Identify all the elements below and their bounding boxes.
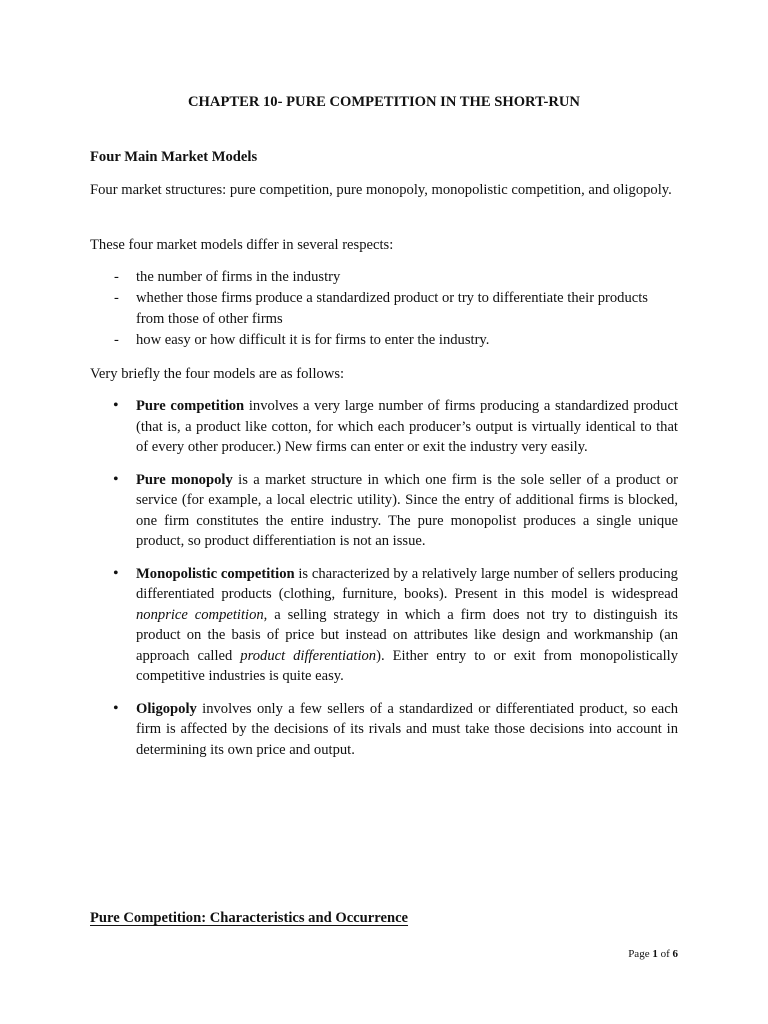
term-pure-competition: Pure competition [136,398,245,414]
paragraph-market-structures: Four market structures: pure competition, pure monopoly, monopolistic competition, and oligopoly. [90,182,672,198]
dash-list-item [90,267,678,288]
page-current-number: 1 [652,948,658,960]
definition-oligopoly: involves only a few sellers of a standardized or differentiated product, so each firm is affected by the decisions of its rivals and must take those decisions into account in determining its own price and output. [136,700,678,758]
bullet-pure-monopoly [90,470,678,552]
definition-monopolistic-part-a: is characterized by a relatively large number of sellers producing differentiated products (clothing, furniture, books). Present in this model is widespread [136,565,678,602]
dash-list-item [90,330,678,351]
bullet-pure-competition [90,396,678,458]
dash-list-item [90,288,678,329]
term-oligopoly: Oligopoly [136,700,197,717]
definition-monopolistic-part-c: ). Either entry to or exit from monopolistically competitive industries is quite easy. [136,647,679,684]
dash-marker: - [114,290,119,306]
bullet-dot-icon: • [113,397,119,414]
dash-marker: - [114,269,119,285]
emphasis-nonprice-competition: nonprice competition [136,606,264,623]
page-word: Page [628,948,653,960]
dash-item-text: whether those firms produce a standardized product or try to differentiate their products from those of other firms [136,290,648,327]
definition-monopolistic-part-b: , a selling strategy in which a firm does not try to distinguish its product on the basis of price but instead on attributes like design and workmanship (an approach called [136,606,678,664]
bullet-monopolistic-competition [90,564,678,687]
bullet-oligopoly [90,699,678,761]
term-pure-monopoly: Pure monopoly [136,471,233,488]
of-word: of [657,948,673,960]
paragraph-briefly: Very briefly the four models are as follows: [90,366,345,382]
bullet-dot-icon: • [113,699,119,717]
paragraph-models-differ: These four market models differ in several respects: [90,237,394,253]
bullet-dot-icon: • [113,470,119,488]
dash-marker: - [114,331,119,348]
market-models-bullet-list [90,396,678,772]
dash-item-text: how easy or how difficult it is for firms to enter the industry. [136,331,490,348]
dash-item-text: the number of firms in the industry [136,269,341,285]
section-heading-market-models: Four Main Market Models [90,149,258,165]
page-total-number: 6 [672,948,678,960]
dash-list [90,267,678,351]
section-heading-pure-competition: Pure Competition: Characteristics and Occurrence [90,910,409,926]
definition-pure-monopoly: is a market structure in which one firm is the sole seller of a product or service (for example, a local electric utility). Since the entry of additional firms is blocked, one firm constitutes the entire industry. The pure monopolist produces a single unique product, so product differentiation is not an issue. [136,471,678,549]
page-footer [628,944,678,965]
chapter-title: CHAPTER 10- PURE COMPETITION IN THE SHORT-RUN [188,94,580,110]
bullet-dot-icon: • [113,564,119,582]
definition-pure-competition: involves a very large number of firms producing a standardized product (that is, a product like cotton, for which each producer’s output is virtually identical to that of every other producer.) New firms can enter or exit the industry very easily. [136,398,679,455]
term-monopolistic-competition: Monopolistic competition [136,565,295,582]
emphasis-product-differentiation: product differentiation [240,647,377,664]
